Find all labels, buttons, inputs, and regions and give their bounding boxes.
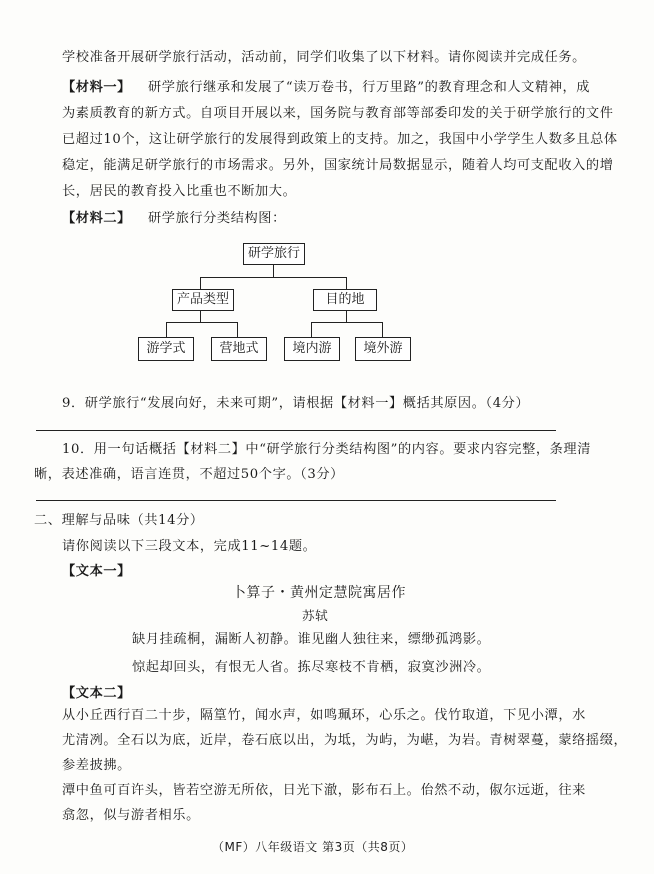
material1-line-5: 长，居民的教育投入比重也不断加大。 xyxy=(62,184,297,199)
answer-line-q10 xyxy=(36,500,556,501)
poem-verse-1: 缺月挂疏桐，漏断人初静。谁见幽人独往来，缥缈孤鸿影。 xyxy=(132,632,491,647)
page-footer: （MF）八年级语文 第3页（共8页） xyxy=(212,840,414,854)
answer-line-q9 xyxy=(36,430,556,431)
intro-text: 学校准备开展研学旅行活动，活动前，同学们收集了以下材料。请你阅读并完成任务。 xyxy=(62,50,586,65)
diagram-leaf-camp: 营地式 xyxy=(211,337,267,361)
material1-label: 【材料一】 xyxy=(62,80,131,95)
section2-heading: 二、理解与品味（共14分） xyxy=(34,513,204,528)
text2-label: 【文本二】 xyxy=(62,686,131,701)
section2-instruction: 请你阅读以下三段文本，完成11~14题。 xyxy=(62,539,317,554)
diagram-root-node: 研学旅行 xyxy=(243,243,305,265)
material1-line-2: 为素质教育的新方式。自项目开展以来，国务院与教育部等部委印发的关于研学旅行的文件 xyxy=(62,106,614,121)
text1-label: 【文本一】 xyxy=(62,564,131,579)
diagram-node-destination: 目的地 xyxy=(313,289,377,311)
question-10-line-2: 晰，表述准确，语言连贯，不超过50个字。（3分） xyxy=(34,467,344,482)
material2-label: 【材料二】 xyxy=(62,211,131,226)
text2-line-2: 尤清冽。全石以为底，近岸，卷石底以出，为坻，为屿，为嵁，为岩。青树翠蔓，蒙络摇缀， xyxy=(62,733,628,748)
question-10-line-1: 10．用一句话概括【材料二】中“研学旅行分类结构图”的内容。要求内容完整，条理清 xyxy=(62,442,592,457)
text2-line-1: 从小丘西行百二十步，隔篁竹，闻水声，如鸣珮环，心乐之。伐竹取道，下见小潭，水 xyxy=(62,708,586,723)
poem-verse-2: 惊起却回头，有恨无人省。拣尽寒枝不肯栖，寂寞沙洲冷。 xyxy=(132,660,491,675)
text2-line-4: 潭中鱼可百许头，皆若空游无所依，日光下澈，影布石上。佁然不动，俶尔远逝，往来 xyxy=(62,783,586,798)
diagram-leaf-domestic: 境内游 xyxy=(284,337,340,361)
text2-line-5: 翕忽，似与游者相乐。 xyxy=(62,808,200,823)
text2-line-3: 参差披拂。 xyxy=(62,758,131,773)
poem-author: 苏轼 xyxy=(302,608,329,623)
material1-line-3: 已超过10个，这让研学旅行的发展得到政策上的支持。加之，我国中小学学生人数多且总体 xyxy=(62,132,618,147)
material1-line-4: 稳定，能满足研学旅行的市场需求。另外，国家统计局数据显示，随着人均可支配收入的增 xyxy=(62,158,614,173)
material2-caption: 研学旅行分类结构图： xyxy=(148,211,286,226)
material1-line-1: 研学旅行继承和发展了“读万卷书，行万里路”的教育理念和人文精神，成 xyxy=(148,80,591,95)
diagram-leaf-overseas: 境外游 xyxy=(355,337,411,361)
diagram-leaf-study-tour: 游学式 xyxy=(138,337,194,361)
poem-title: 卜算子・黄州定慧院寓居作 xyxy=(232,585,406,601)
question-9: 9．研学旅行“发展向好，未来可期”，请根据【材料一】概括其原因。（4分） xyxy=(62,396,530,411)
diagram-node-product-type: 产品类型 xyxy=(172,289,234,311)
